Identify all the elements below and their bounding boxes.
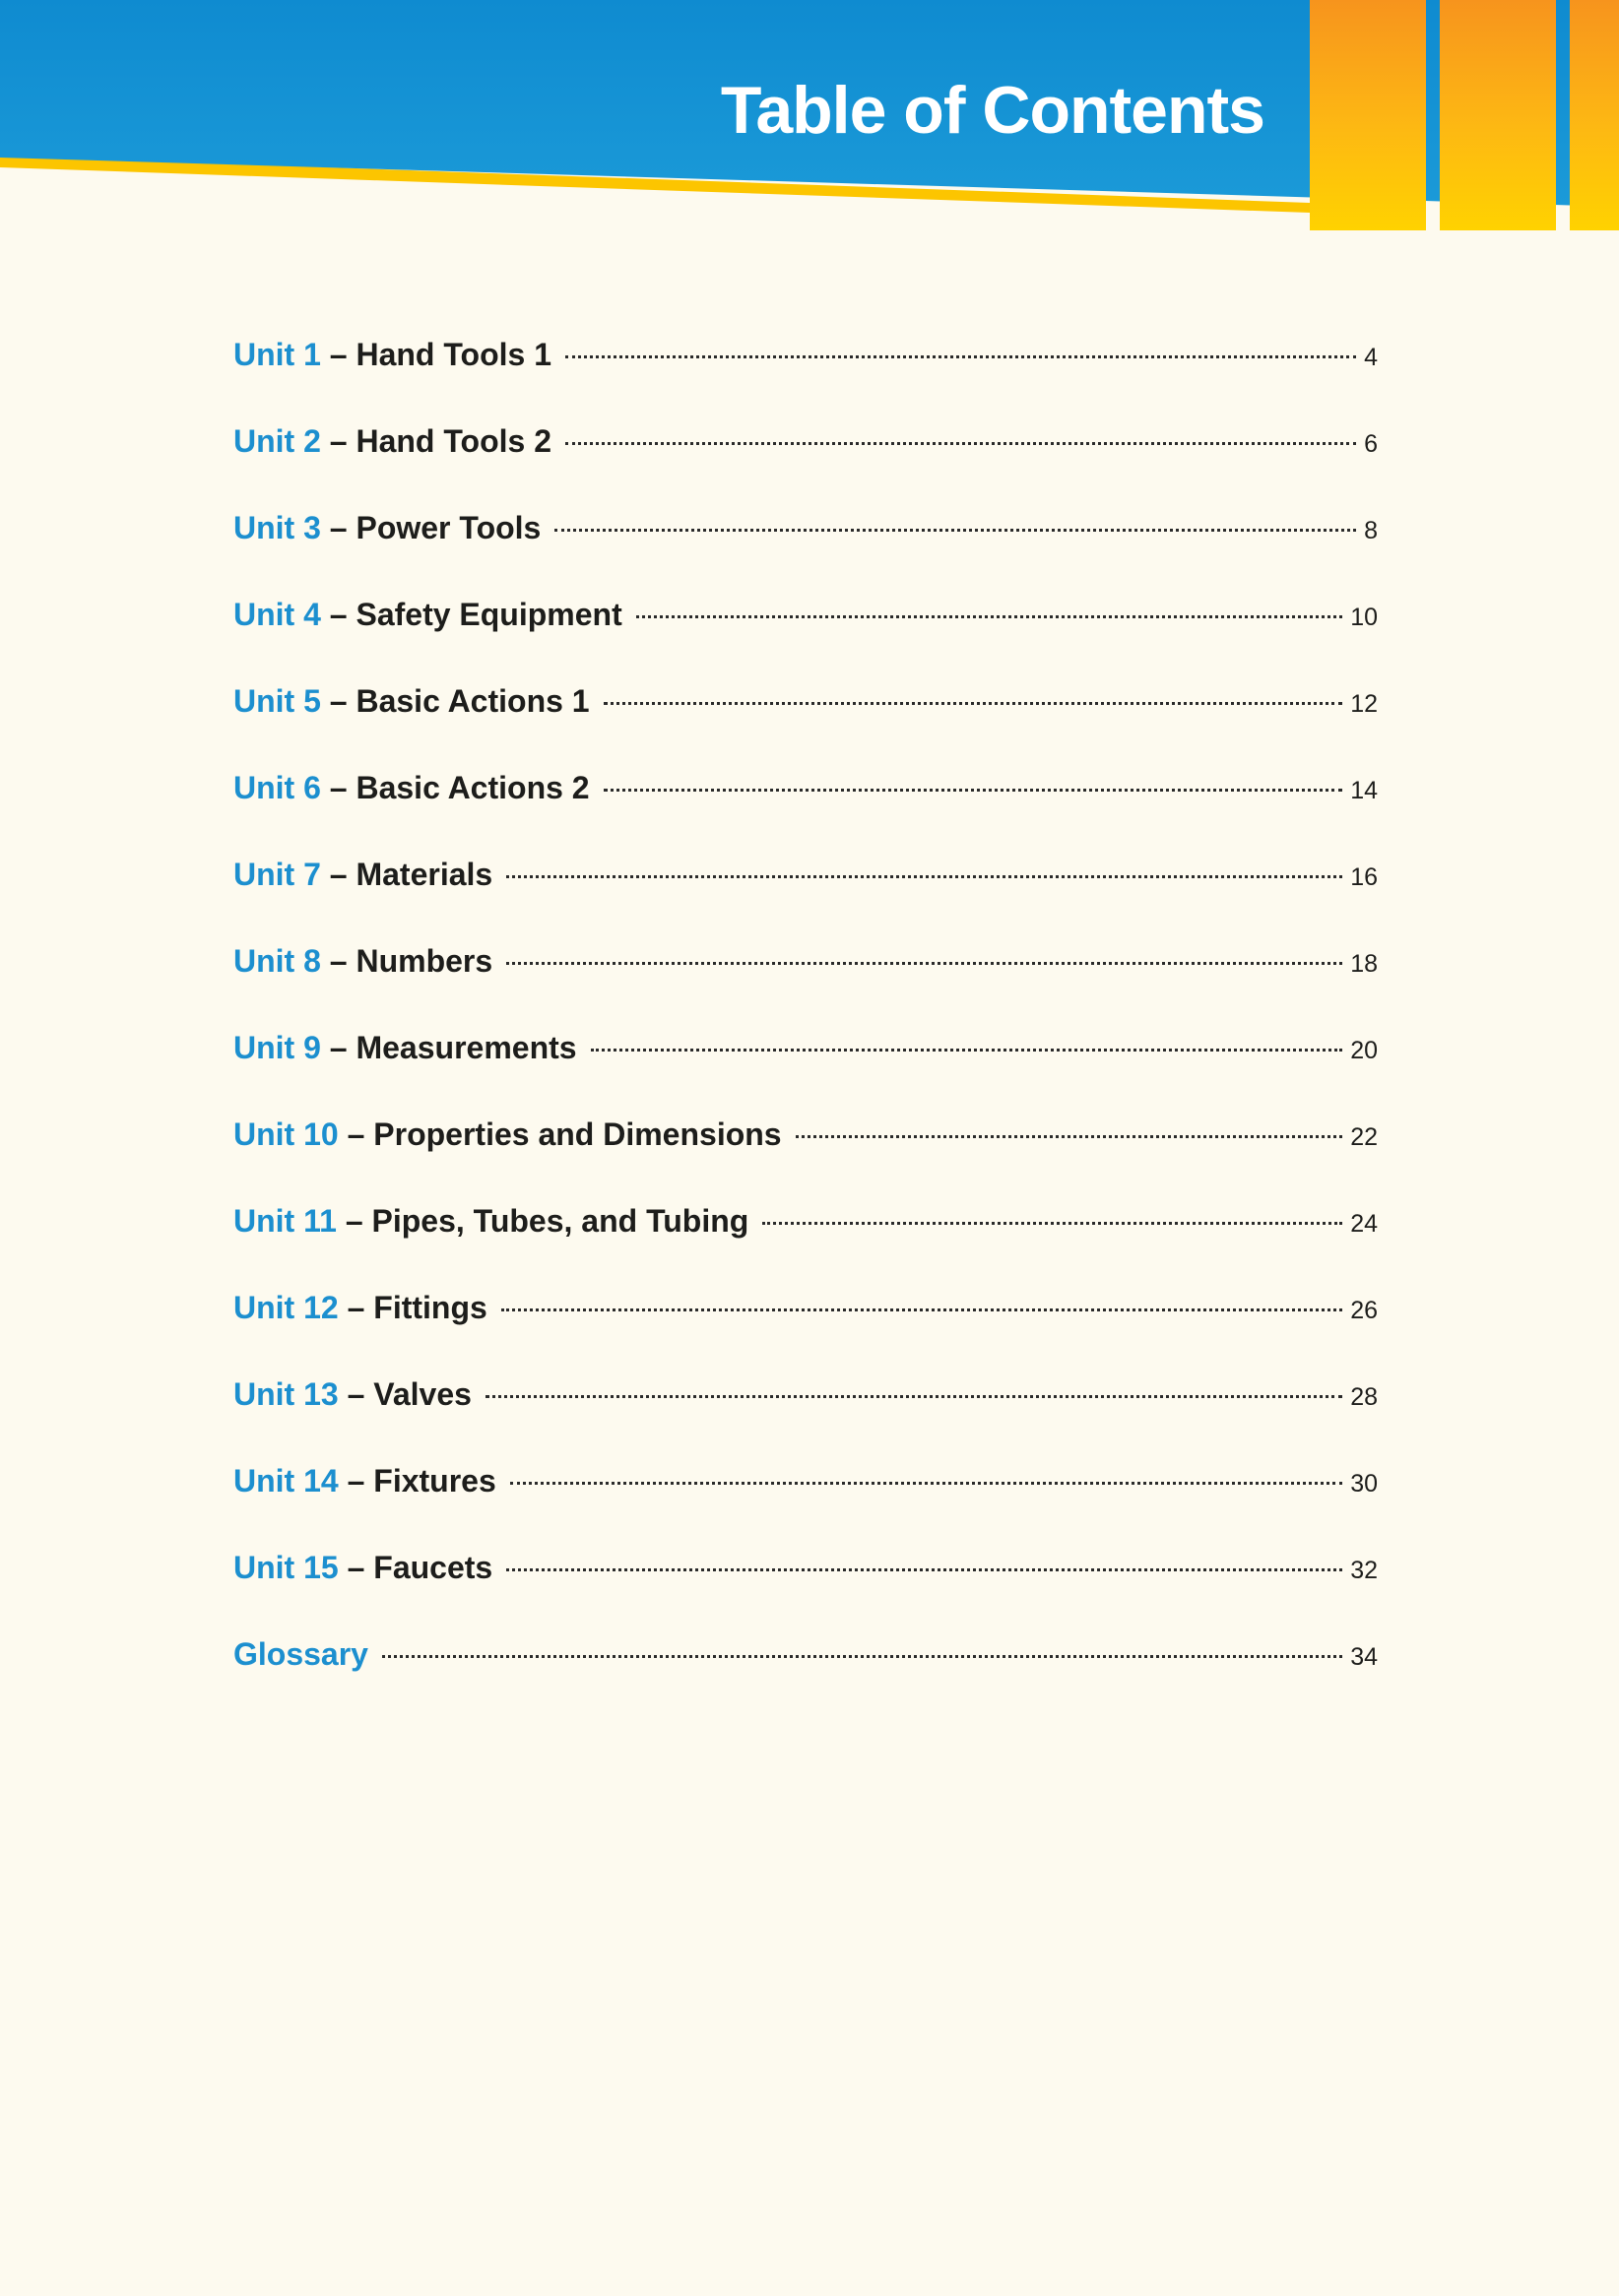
toc-page-number: 32 <box>1350 1557 1378 1584</box>
toc-unit-label: Unit 1 <box>233 337 321 372</box>
toc-page-number: 22 <box>1350 1123 1378 1151</box>
header-banner <box>0 0 1619 236</box>
toc-page-number: 34 <box>1350 1643 1378 1671</box>
toc-separator: – <box>338 1376 374 1412</box>
toc-unit-label: Unit 8 <box>233 943 321 979</box>
toc-unit-label: Unit 4 <box>233 597 321 632</box>
toc-unit-label: Unit 10 <box>233 1116 339 1152</box>
orange-stripe-3 <box>1570 0 1619 230</box>
toc-entry[interactable] <box>233 504 1378 591</box>
toc-entry[interactable] <box>233 1197 1378 1284</box>
toc-title: Basic Actions 1 <box>356 683 590 719</box>
dot-leader <box>554 529 1356 532</box>
toc-separator: – <box>338 1290 374 1325</box>
toc-title: Materials <box>356 857 493 892</box>
toc-unit-label: Unit 6 <box>233 770 321 805</box>
dot-leader <box>565 442 1356 445</box>
dot-leader <box>506 1568 1342 1571</box>
toc-title: Measurements <box>356 1030 577 1065</box>
page-title: Table of Contents <box>720 73 1264 148</box>
toc-page-number: 16 <box>1350 863 1378 891</box>
toc-separator: – <box>320 943 356 979</box>
toc-title: Safety Equipment <box>356 597 622 632</box>
orange-stripe-1 <box>1310 0 1426 230</box>
toc-entry[interactable] <box>233 1544 1378 1630</box>
dot-leader <box>506 875 1342 878</box>
table-of-contents <box>233 331 1378 1717</box>
toc-unit-label: Unit 3 <box>233 510 321 545</box>
toc-title: Valves <box>373 1376 472 1412</box>
toc-page-number: 24 <box>1350 1210 1378 1238</box>
orange-stripe-2 <box>1440 0 1556 230</box>
toc-page-number: 12 <box>1350 690 1378 718</box>
toc-title: Power Tools <box>356 510 542 545</box>
toc-page-number: 6 <box>1364 430 1378 458</box>
toc-entry[interactable] <box>233 1024 1378 1111</box>
toc-page-number: 10 <box>1350 604 1378 631</box>
toc-entry[interactable] <box>233 1371 1378 1457</box>
toc-unit-label: Glossary <box>233 1636 368 1672</box>
toc-separator: – <box>320 857 356 892</box>
toc-separator: – <box>338 1116 374 1152</box>
toc-title: Pipes, Tubes, and Tubing <box>371 1203 749 1239</box>
toc-separator: – <box>320 1030 356 1065</box>
toc-separator: – <box>338 1463 374 1499</box>
toc-separator: – <box>338 1550 374 1585</box>
toc-entry[interactable] <box>233 677 1378 764</box>
toc-page-number: 26 <box>1350 1297 1378 1324</box>
toc-unit-label: Unit 5 <box>233 683 321 719</box>
toc-unit-label: Unit 15 <box>233 1550 339 1585</box>
dot-leader <box>382 1655 1342 1658</box>
dot-leader <box>506 962 1342 965</box>
toc-entry[interactable] <box>233 851 1378 937</box>
toc-unit-label: Unit 2 <box>233 423 321 459</box>
toc-page-number: 28 <box>1350 1383 1378 1411</box>
toc-entry[interactable] <box>233 591 1378 677</box>
toc-unit-label: Unit 7 <box>233 857 321 892</box>
dot-leader <box>636 615 1342 618</box>
dot-leader <box>565 355 1356 358</box>
toc-unit-label: Unit 13 <box>233 1376 339 1412</box>
toc-entry[interactable] <box>233 937 1378 1024</box>
toc-page-number: 30 <box>1350 1470 1378 1498</box>
toc-separator: – <box>320 510 356 545</box>
dot-leader <box>591 1049 1343 1052</box>
toc-page-number: 8 <box>1364 517 1378 544</box>
toc-separator: – <box>320 337 356 372</box>
toc-unit-label: Unit 11 <box>233 1203 337 1239</box>
dot-leader <box>510 1482 1342 1485</box>
toc-page-number: 4 <box>1364 344 1378 371</box>
toc-unit-label: Unit 14 <box>233 1463 339 1499</box>
toc-separator: – <box>320 770 356 805</box>
toc-title: Properties and Dimensions <box>373 1116 782 1152</box>
dot-leader <box>604 789 1343 792</box>
toc-entry[interactable] <box>233 1457 1378 1544</box>
toc-title: Hand Tools 1 <box>356 337 551 372</box>
dot-leader <box>762 1222 1342 1225</box>
toc-separator: – <box>336 1203 372 1239</box>
toc-entry[interactable] <box>233 1630 1378 1717</box>
toc-title: Faucets <box>373 1550 493 1585</box>
toc-entry[interactable] <box>233 417 1378 504</box>
toc-entry[interactable] <box>233 764 1378 851</box>
toc-title: Fittings <box>373 1290 487 1325</box>
toc-unit-label: Unit 9 <box>233 1030 321 1065</box>
toc-separator: – <box>320 423 356 459</box>
dot-leader <box>501 1308 1342 1311</box>
toc-page-number: 14 <box>1350 777 1378 804</box>
toc-title: Numbers <box>356 943 493 979</box>
toc-entry[interactable] <box>233 1284 1378 1371</box>
toc-separator: – <box>320 597 356 632</box>
toc-title: Hand Tools 2 <box>356 423 551 459</box>
dot-leader <box>796 1135 1343 1138</box>
toc-entry[interactable] <box>233 331 1378 417</box>
dot-leader <box>604 702 1343 705</box>
dot-leader <box>486 1395 1342 1398</box>
toc-page-number: 20 <box>1350 1037 1378 1064</box>
toc-unit-label: Unit 12 <box>233 1290 339 1325</box>
toc-title: Fixtures <box>373 1463 496 1499</box>
toc-entry[interactable] <box>233 1111 1378 1197</box>
toc-page-number: 18 <box>1350 950 1378 978</box>
toc-separator: – <box>320 683 356 719</box>
toc-title: Basic Actions 2 <box>356 770 590 805</box>
